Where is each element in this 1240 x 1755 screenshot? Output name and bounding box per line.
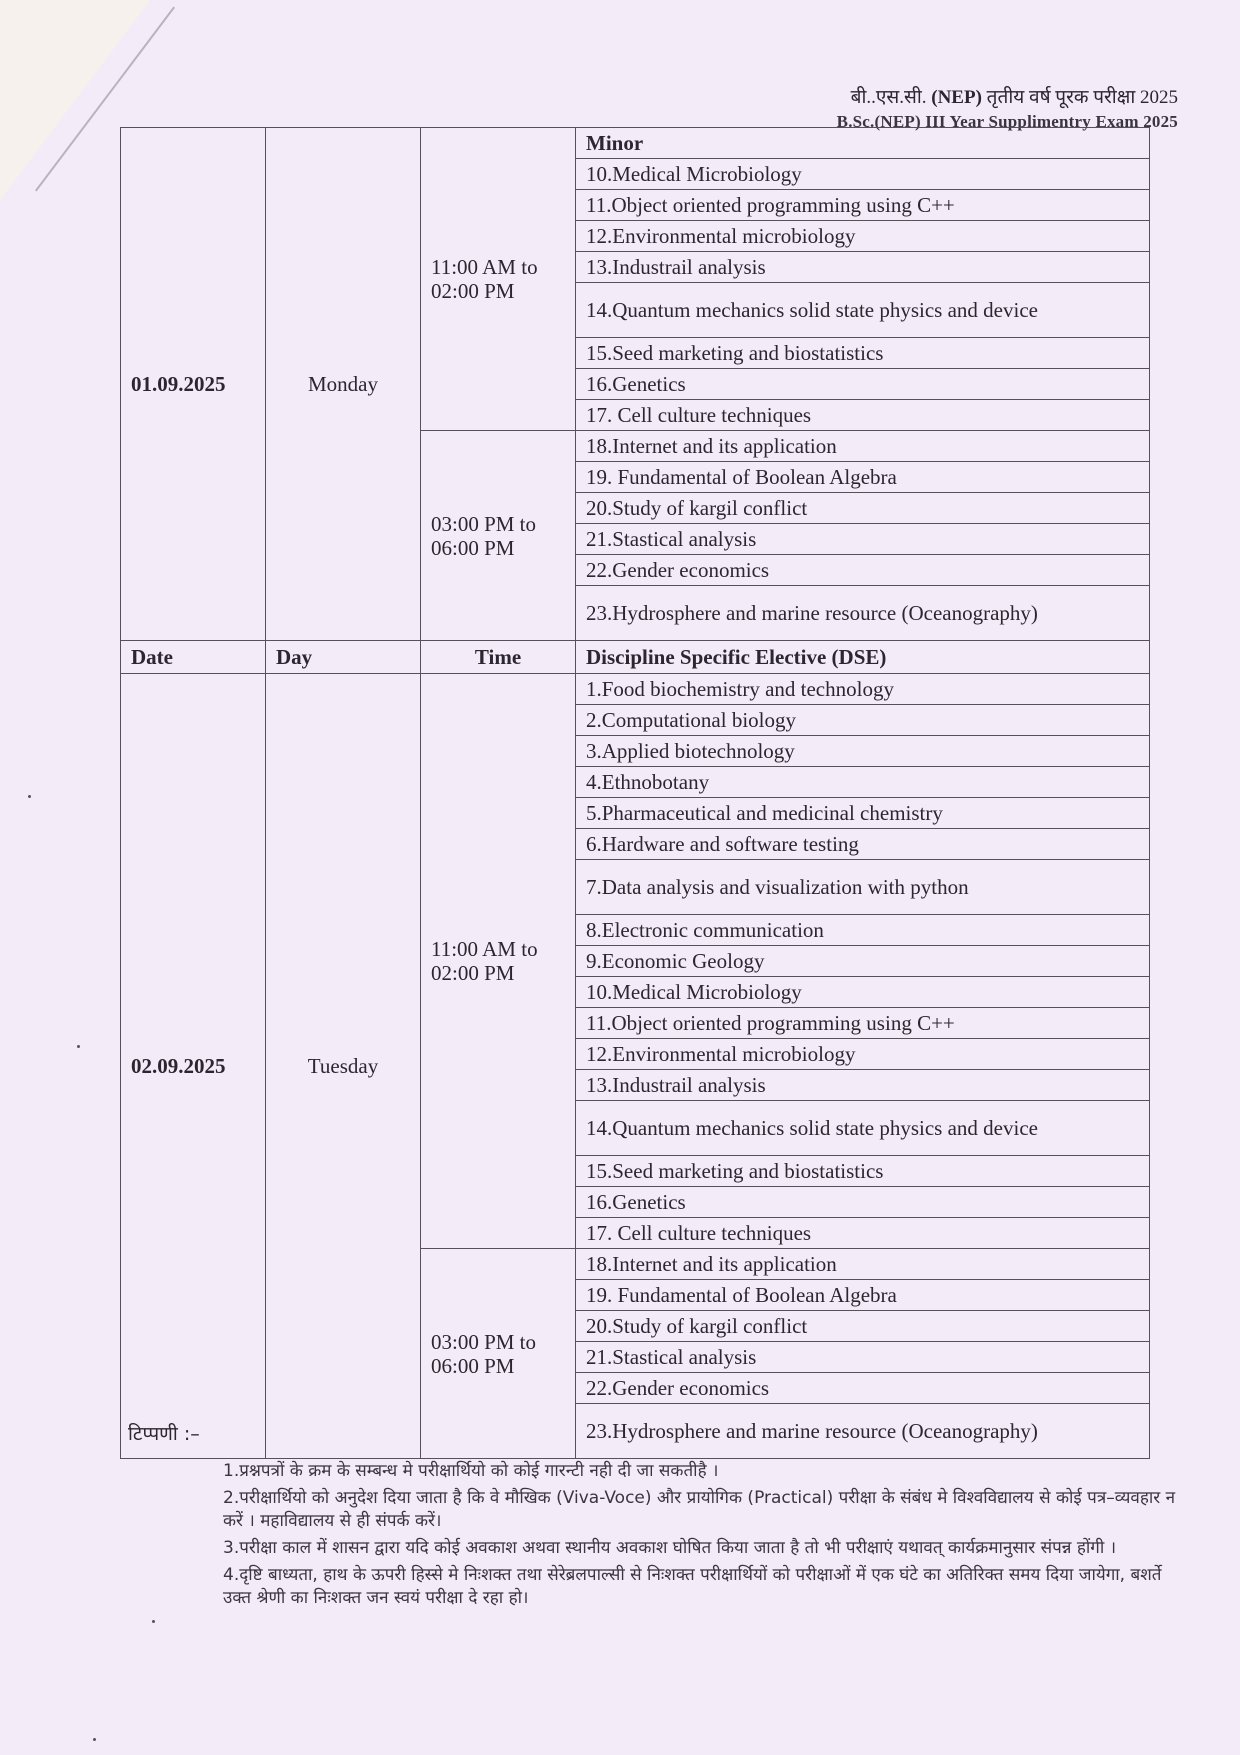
subject-cell: 15.Seed marketing and biostatistics [576, 338, 1150, 369]
table-row [121, 674, 1150, 705]
header-hindi-nep: (NEP) [931, 87, 982, 108]
scan-speck [152, 1620, 155, 1623]
subject-cell: 11.Object oriented programming using C++ [576, 190, 1150, 221]
subject-cell: 17. Cell culture techniques [576, 400, 1150, 431]
subject-cell: 4.Ethnobotany [576, 767, 1150, 798]
subject-cell: 16.Genetics [576, 1187, 1150, 1218]
header-date: Date [121, 641, 266, 674]
subject-cell: 2.Computational biology [576, 705, 1150, 736]
scan-speck [77, 1045, 80, 1048]
subject-cell: 18.Internet and its application [576, 431, 1150, 462]
subject-cell: 12.Environmental microbiology [576, 221, 1150, 252]
table-row [121, 128, 1150, 159]
subject-cell: 22.Gender economics [576, 1373, 1150, 1404]
subject-cell: 20.Study of kargil conflict [576, 493, 1150, 524]
subject-cell: 13.Industrail analysis [576, 1070, 1150, 1101]
time-slot-cell [421, 128, 576, 431]
subject-cell: 21.Stastical analysis [576, 1342, 1150, 1373]
time-start: 03:00 PM to [431, 1329, 537, 1354]
note-item: 1.प्रश्नपत्रों के क्रम के सम्बन्ध मे परीक्षार्थियो को कोई गारन्टी नही दी जा सकतीहै । [223, 1461, 719, 1481]
subject-cell: 10.Medical Microbiology [576, 159, 1150, 190]
subject-cell: 1.Food biochemistry and technology [576, 674, 1150, 705]
exam-date: 02.09.2025 [121, 674, 266, 1459]
header-hindi-title [837, 86, 1178, 110]
scan-speck [28, 795, 31, 798]
time-start: 11:00 AM to [431, 255, 538, 279]
subject-cell: 23.Hydrosphere and marine resource (Oceanography) [576, 586, 1150, 641]
header-hindi-suffix: तृतीय वर्ष पूरक परीक्षा 2025 [986, 87, 1178, 108]
subject-cell: 18.Internet and its application [576, 1249, 1150, 1280]
subject-cell: 16.Genetics [576, 369, 1150, 400]
time-slot-cell [421, 431, 576, 641]
scan-speck [93, 1738, 96, 1741]
subject-cell: 14.Quantum mechanics solid state physics and device [576, 283, 1150, 338]
subject-cell: 12.Environmental microbiology [576, 1039, 1150, 1070]
time-end: 02:00 PM [431, 961, 515, 985]
subject-cell: 11.Object oriented programming using C++ [576, 1008, 1150, 1039]
note-item: 2.परीक्षार्थियो को अनुदेश दिया जाता है कि वे मौखिक (Viva-Voce) और प्रायोगिक (Practical) परीक्षा के संबंध मे विश्वविद्यालय से कोई पत्र–व्यवहार न करें । महाविद्यालय से ही संपर्क करें। [223, 1488, 1176, 1531]
header-dse: Discipline Specific Elective (DSE) [576, 641, 1150, 674]
header-hindi-prefix: बी..एस.सी. [850, 87, 927, 108]
subject-cell: 22.Gender economics [576, 555, 1150, 586]
note-item: 4.दृष्टि बाध्यता, हाथ के ऊपरी हिस्से मे निःशक्त तथा सेरेब्रलपाल्सी से निःशक्त परीक्षार्थियों को परीक्षाओं में एक घंटे का अतिरिक्त समय दिया जायेगा, बशर्ते उक्त श्रेणी का निःशक्त जन स्वयं परीक्षा दे रहा हो। [223, 1565, 1162, 1608]
notes-title: टिप्पणी :– [128, 1423, 200, 1445]
exam-day: Tuesday [266, 674, 421, 1459]
subject-cell: 13.Industrail analysis [576, 252, 1150, 283]
time-start: 03:00 PM to [431, 511, 537, 536]
subject-cell: 5.Pharmaceutical and medicinal chemistry [576, 798, 1150, 829]
section-title: Minor [576, 128, 1150, 159]
subject-cell: 7.Data analysis and visualization with python [576, 860, 1150, 915]
subject-cell: 6.Hardware and software testing [576, 829, 1150, 860]
subject-cell: 9.Economic Geology [576, 946, 1150, 977]
header-english-title: B.Sc.(NEP) III Year Supplimentry Exam 2025 [836, 112, 1178, 131]
exam-date: 01.09.2025 [121, 128, 266, 641]
column-header-row [121, 641, 1150, 674]
subject-cell: 23.Hydrosphere and marine resource (Oceanography) [576, 1404, 1150, 1459]
subject-cell: 17. Cell culture techniques [576, 1218, 1150, 1249]
subject-cell: 20.Study of kargil conflict [576, 1311, 1150, 1342]
subject-cell: 3.Applied biotechnology [576, 736, 1150, 767]
subject-cell: 15.Seed marketing and biostatistics [576, 1156, 1150, 1187]
exam-day: Monday [266, 128, 421, 641]
subject-cell: 19. Fundamental of Boolean Algebra [576, 462, 1150, 493]
header-day: Day [266, 641, 421, 674]
subject-cell: 21.Stastical analysis [576, 524, 1150, 555]
note-item: 3.परीक्षा काल में शासन द्वारा यदि कोई अवकाश अथवा स्थानीय अवकाश घोषित किया जाता है तो भी परीक्षाएं यथावत् कार्यक्रमानुसार संपन्न होंगी । [223, 1538, 1117, 1558]
subject-cell: 14.Quantum mechanics solid state physics and device [576, 1101, 1150, 1156]
header-time: Time [421, 641, 576, 674]
time-end: 06:00 PM [431, 1353, 515, 1378]
time-end: 02:00 PM [431, 279, 515, 303]
exam-timetable [120, 127, 1150, 1459]
time-end: 06:00 PM [431, 535, 515, 560]
notes-section [128, 1420, 1178, 1614]
subject-cell: 8.Electronic communication [576, 915, 1150, 946]
subject-cell: 19. Fundamental of Boolean Algebra [576, 1280, 1150, 1311]
time-slot-cell [421, 674, 576, 1249]
subject-cell: 10.Medical Microbiology [576, 977, 1150, 1008]
time-start: 11:00 AM to [431, 937, 538, 961]
